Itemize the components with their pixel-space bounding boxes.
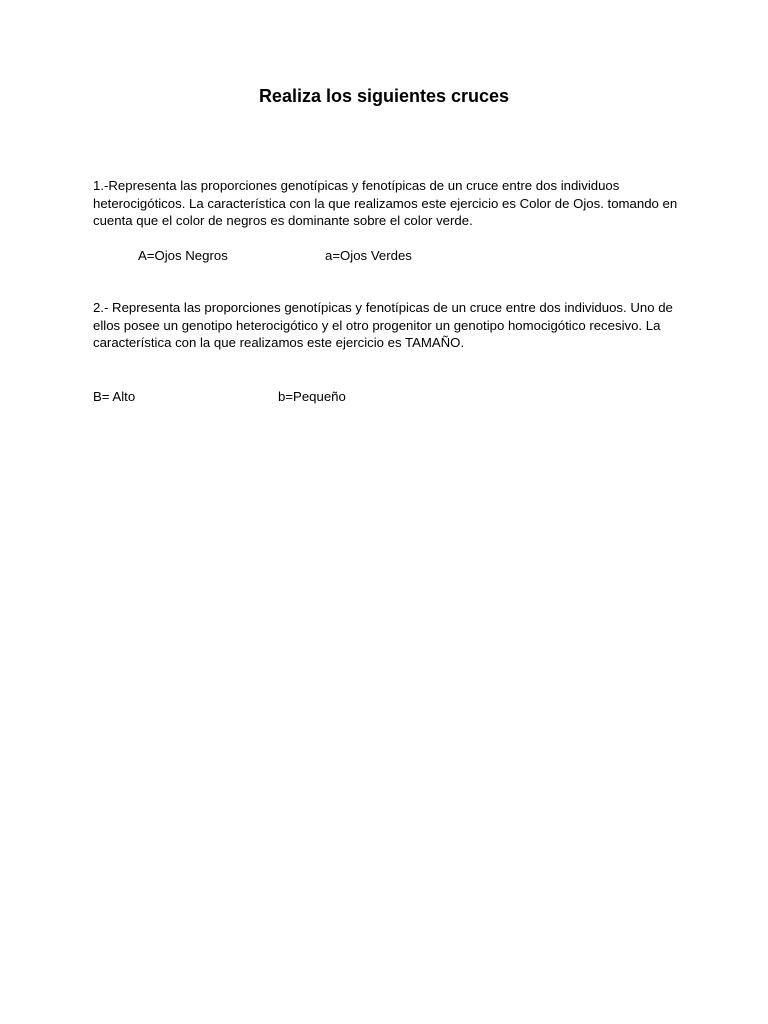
exercise-2-text: 2.- Representa las proporciones genotípicas y fenotípicas de un cruce entre dos individuos. Uno de ellos posee un genotipo heterocigótico y el otro progenitor un genotipo homocigótico recesivo. La característica con la que realizamos este ejercicio es TAMAÑO. — [93, 300, 673, 350]
page-title: Realiza los siguientes cruces — [258, 86, 510, 106]
exercise-1-recessive-allele: a=Ojos Verdes — [325, 248, 412, 263]
exercise-2-dominant-allele: B= Alto — [93, 389, 136, 404]
exercise-1-text: 1.-Representa las proporciones genotípicas y fenotípicas de un cruce entre dos individuos heterocigóticos. La característica con la que realizamos este ejercicio es Color de Ojos. tomando en cuenta que el color de negros es dominante sobre el color verde. — [93, 178, 678, 228]
exercise-1-dominant-allele: A=Ojos Negros — [138, 248, 228, 263]
exercise-2-recessive-allele: b=Pequeño — [278, 389, 346, 404]
